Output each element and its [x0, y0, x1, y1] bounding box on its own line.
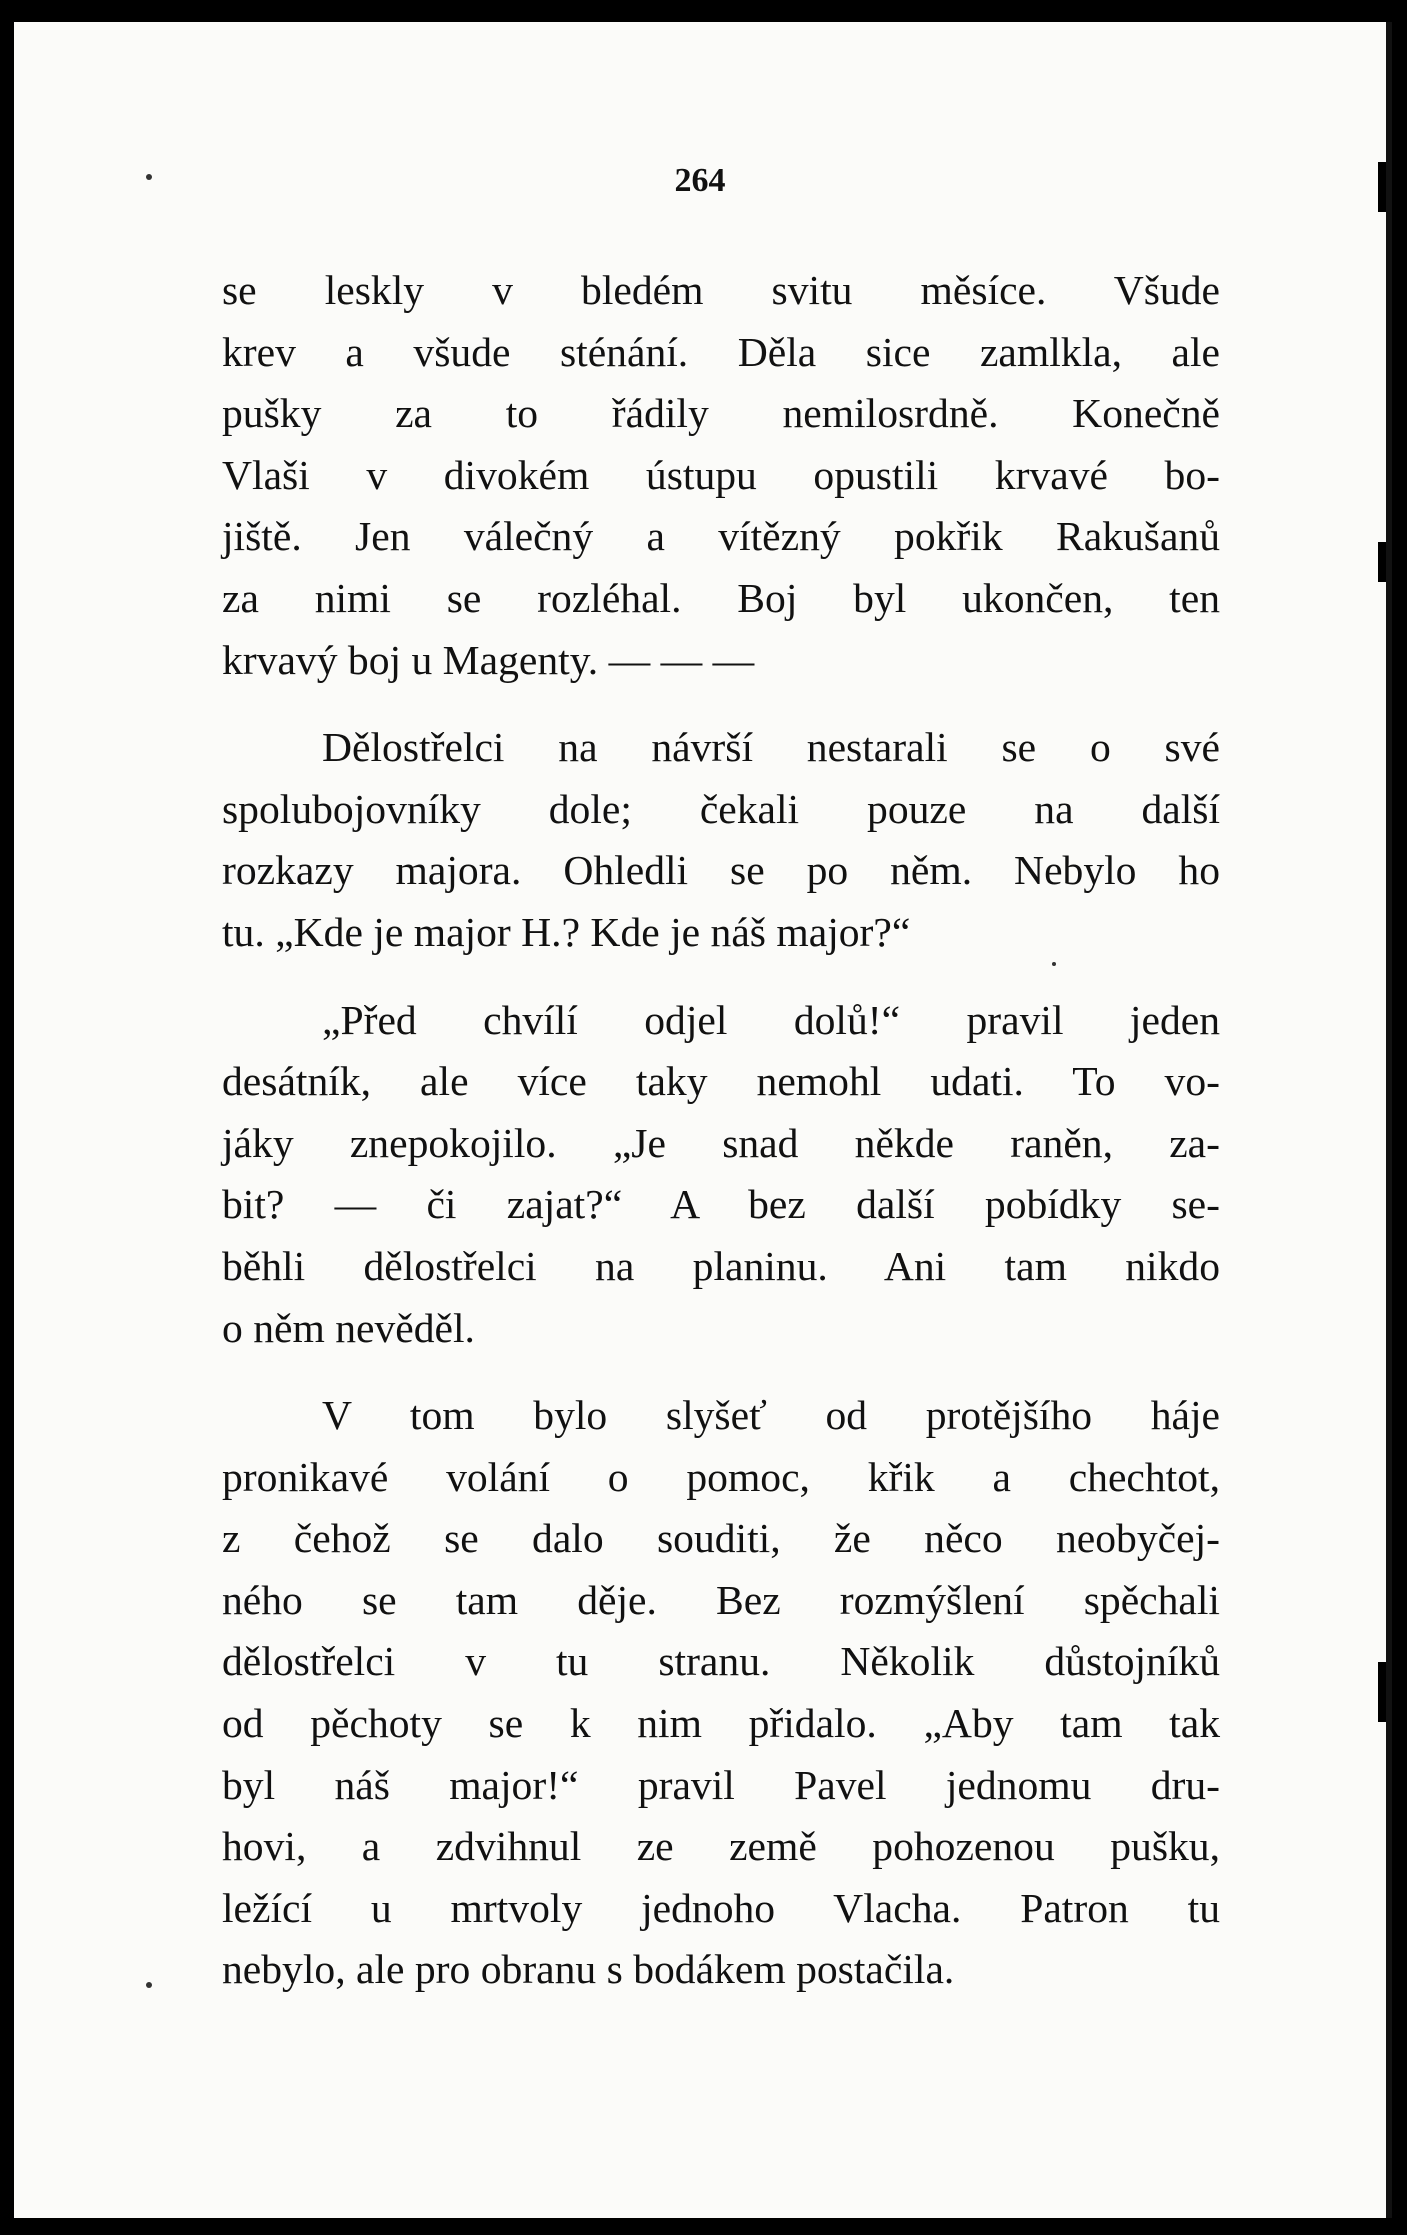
- text-line: ného se tam děje. Bez rozmýšlení spěchali: [222, 1576, 1220, 1623]
- ink-speck: [146, 1982, 152, 1988]
- text-line: Dělostřelci na návrší nestarali se o své: [322, 724, 1220, 771]
- text-line: rozkazy majora. Ohledli se po něm. Nebylo ho: [222, 847, 1220, 894]
- text-line: byl náš major!“ pravil Pavel jednomu dru-: [222, 1761, 1220, 1808]
- text-line: „Před chvílí odjel dolů!“ pravil jeden: [322, 996, 1220, 1043]
- paragraph: [222, 717, 1220, 963]
- text-line: pronikavé volání o pomoc, křik a chechtot,: [222, 1453, 1220, 1500]
- text-line: krev a všude sténání. Děla sice zamlkla, ale: [222, 328, 1220, 375]
- text-line: z čehož se dalo souditi, že něco neobyčej-: [222, 1515, 1220, 1562]
- paragraph: [222, 1385, 1220, 2001]
- paragraph: [222, 260, 1220, 691]
- text-line: krvavý boj u Magenty. — — —: [222, 636, 755, 683]
- text-line: ležící u mrtvoly jednoho Vlacha. Patron tu: [222, 1884, 1220, 1931]
- text-line: o něm nevěděl.: [222, 1304, 475, 1351]
- body-text: [222, 260, 1220, 2027]
- text-line: V tom bylo slyšeť od protějšího háje: [322, 1392, 1220, 1439]
- text-line: bit? — či zajat?“ A bez další pobídky se-: [222, 1181, 1220, 1228]
- page-number: 264: [674, 162, 726, 199]
- paragraph: [222, 990, 1220, 1360]
- text-line: hovi, a zdvihnul ze země pohozenou pušku,: [222, 1823, 1220, 1870]
- text-line: jáky znepokojilo. „Je snad někde raněn, za-: [222, 1119, 1220, 1166]
- text-line: spolubojovníky dole; čekali pouze na další: [222, 785, 1220, 832]
- text-line: tu. „Kde je major H.? Kde je náš major?“: [222, 908, 911, 955]
- text-line: desátník, ale více taky nemohl udati. To vo-: [222, 1058, 1220, 1105]
- book-page: [14, 22, 1392, 2218]
- text-line: za nimi se rozléhal. Boj byl ukončen, ten: [222, 574, 1220, 621]
- text-line: jiště. Jen válečný a vítězný pokřik Rakušanů: [222, 513, 1220, 560]
- text-line: běhli dělostřelci na planinu. Ani tam nikdo: [222, 1242, 1220, 1289]
- text-line: nebylo, ale pro obranu s bodákem postačila.: [222, 1946, 955, 1993]
- text-line: se leskly v bledém svitu měsíce. Všude: [222, 267, 1220, 313]
- spine-mark: [1378, 542, 1386, 582]
- text-line: dělostřelci v tu stranu. Několik důstojníků: [222, 1638, 1220, 1685]
- text-line: pušky za to řádily nemilosrdně. Konečně: [222, 390, 1220, 437]
- text-line: Vlaši v divokém ústupu opustili krvavé bo-: [222, 451, 1220, 498]
- text-line: od pěchoty se k nim přidalo. „Aby tam tak: [222, 1700, 1220, 1747]
- spine-mark: [1378, 1662, 1386, 1722]
